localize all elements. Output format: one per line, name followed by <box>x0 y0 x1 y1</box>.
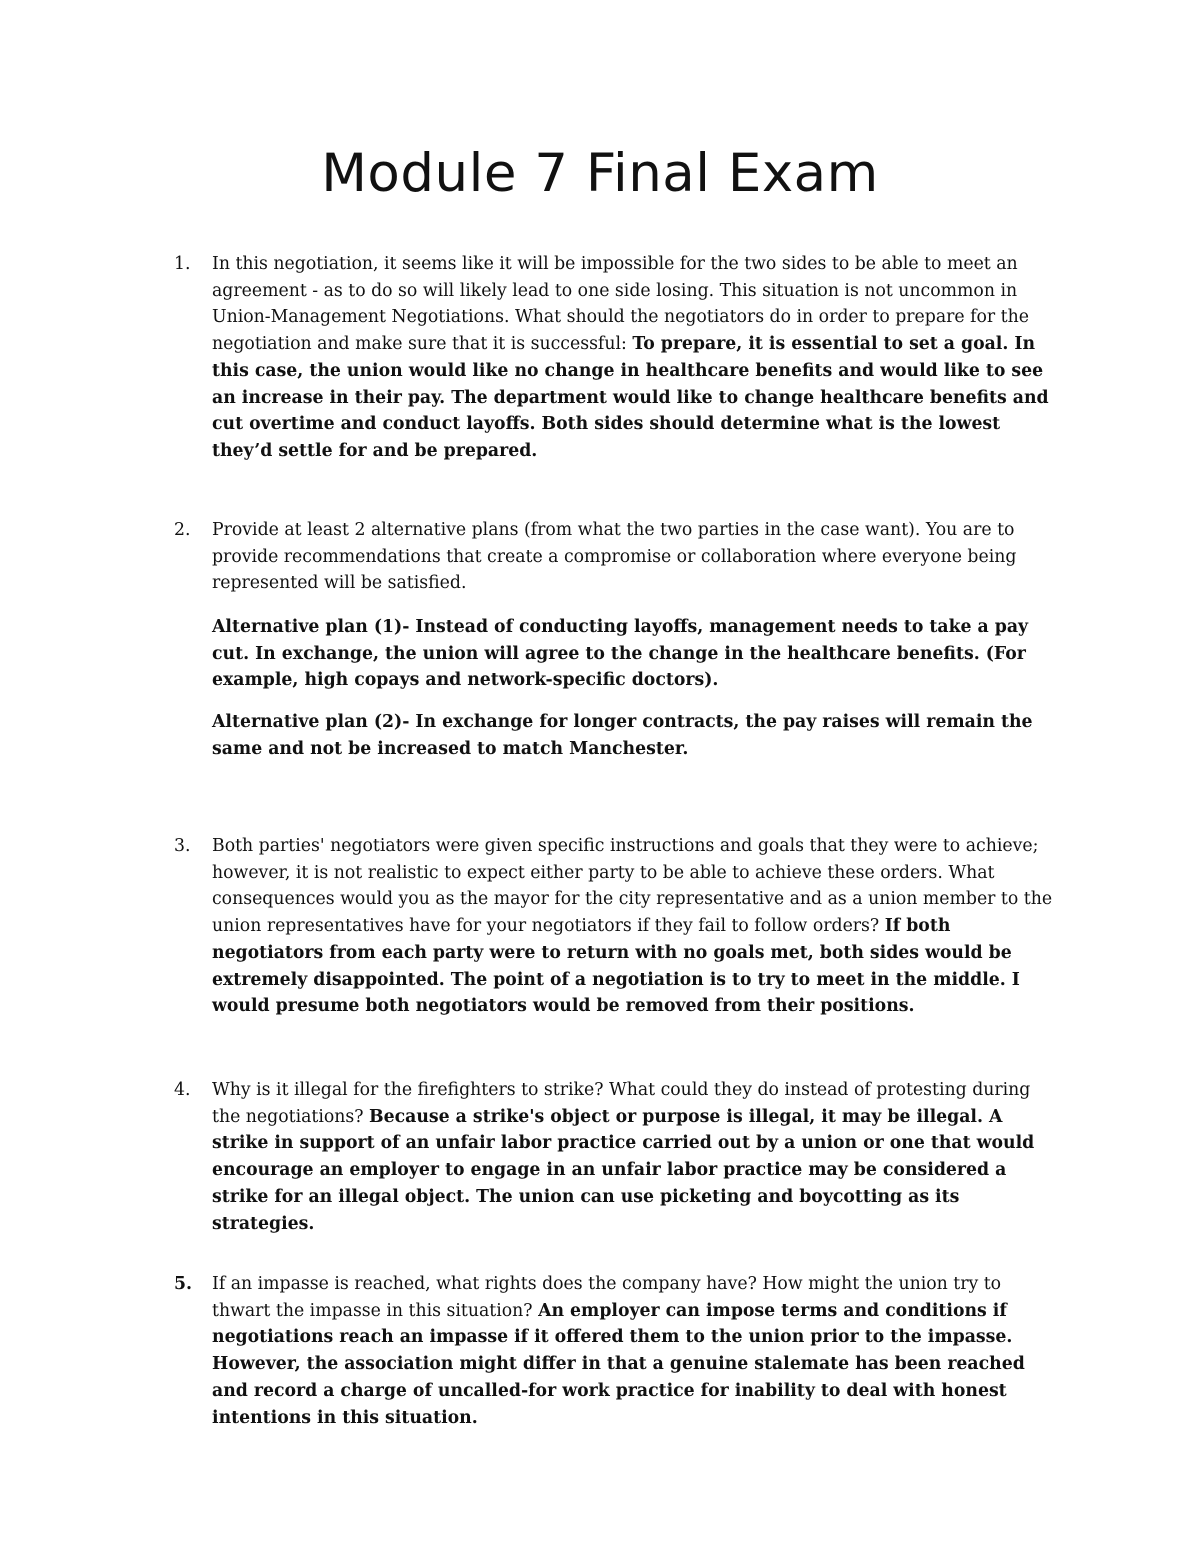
question-5 <box>174 1271 1062 1431</box>
page-title: Module 7 Final Exam <box>321 143 879 204</box>
question-2 <box>174 517 1062 597</box>
question-number: 4. <box>174 1080 191 1100</box>
question-1 <box>174 251 1062 465</box>
question-number: 3. <box>174 836 191 856</box>
question-number: 2. <box>174 520 191 540</box>
question-prompt: In this negotiation, it seems like it will be impossible for the two sides to be able to meet an agreement - as to do so will likely lead to one side losing. This situation is not uncommon in Union-Management Negotiations. What should the negotiators do in order to prepare for the negotiation and make sure that it is successful: <box>212 254 1029 355</box>
question-answer: An employer can impose terms and conditions if negotiations reach an impasse if it offered them to the union prior to the impasse. However, the association might differ in that a genuine stalemate has been reached and record a charge of uncalled-for work practice for inability to deal with honest intentions in this situation. <box>212 1300 1025 1428</box>
question-3 <box>174 833 1062 1020</box>
question-prompt: Both parties' negotiators were given specific instructions and goals that they were to achieve; however, it is not realistic to expect either party to be able to achieve these orders. What consequences would you as the mayor for the city representative and as a union member to the union representatives have for your negotiators if they fail to follow orders? <box>212 836 1053 937</box>
alternative-plan-1: Alternative plan (1)- Instead of conducting layoffs, management needs to take a pay cut. In exchange, the union will agree to the change in the healthcare benefits. (For example, high copays and network-specific doctors). <box>212 617 1029 691</box>
question-prompt: Provide at least 2 alternative plans (from what the two parties in the case want). You are to provide recommendations that create a compromise or collaboration where everyone being represented will be satisfied. <box>212 520 1017 594</box>
alternative-plan-2: Alternative plan (2)- In exchange for longer contracts, the pay raises will remain the same and not be increased to match Manchester. <box>212 712 1033 759</box>
question-number: 5. <box>174 1274 193 1294</box>
question-number: 1. <box>174 254 191 274</box>
question-answer: To prepare, it is essential to set a goal. In this case, the union would like no change in healthcare benefits and would like to see an increase in their pay. The department would like to change healthcare benefits and cut overtime and conduct layoffs. Both sides should determine what is the lowest they’d settle for and be prepared. <box>212 334 1049 461</box>
question-4 <box>174 1077 1062 1237</box>
question-prompt: If an impasse is reached, what rights does the company have? How might the union try to thwart the impasse in this situation? <box>212 1274 1002 1321</box>
question-prompt: Why is it illegal for the firefighters to strike? What could they do instead of protesting during the negotiations? <box>212 1080 1031 1127</box>
question-answer: Because a strike's object or purpose is illegal, it may be illegal. A strike in support of an unfair labor practice carried out by a union or one that would encourage an employer to engage in an unfair labor practice may be considered a strike for an illegal object. The union can use picketing and boycotting as its strategies. <box>212 1106 1035 1234</box>
question-answer: If both negotiators from each party were to return with no goals met, both sides would be extremely disappointed. The point of a negotiation is to try to meet in the middle. I would presume both negotiators would be removed from their positions. <box>212 916 1020 1017</box>
